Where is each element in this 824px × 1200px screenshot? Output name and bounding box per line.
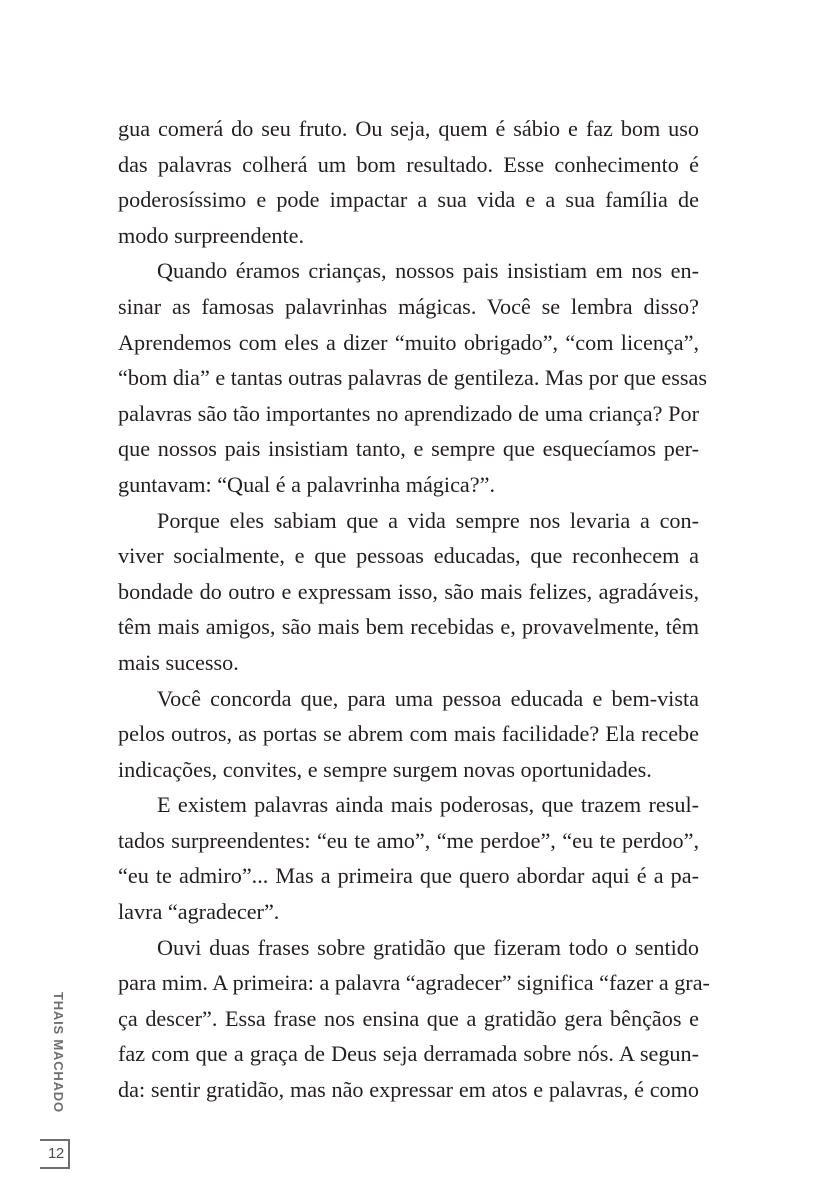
text-line: tados surpreendentes: “eu te amo”, “me perdoe”, “eu te perdoo”, — [118, 827, 699, 853]
paragraph — [118, 681, 699, 788]
text-line: para mim. A primeira: a palavra “agradecer” significa “fazer a gra- — [118, 970, 710, 996]
text-line: Ouvi duas frases sobre gratidão que fizeram todo o sentido — [157, 934, 699, 960]
text-line: sinar as famosas palavrinhas mágicas. Você se lembra disso? — [118, 293, 699, 319]
text-line: pelos outros, as portas se abrem com mais facilidade? Ela recebe — [118, 721, 699, 747]
text-line: Quando éramos crianças, nossos pais insistiam em nos en- — [157, 258, 699, 284]
paragraph — [118, 111, 699, 253]
text-line: viver socialmente, e que pessoas educadas, que reconhecem a — [118, 543, 699, 569]
text-line: “bom dia” e tantas outras palavras de gentileza. Mas por que essas — [118, 365, 707, 391]
text-line: Aprendemos com eles a dizer “muito obrigado”, “com licença”, — [118, 329, 699, 355]
running-head-author: THAIS MACHADO — [51, 992, 66, 1113]
text-line: E existem palavras ainda mais poderosas, que trazem resul- — [157, 792, 699, 818]
text-line: lavra “agradecer”. — [118, 899, 280, 925]
text-line: guntavam: “Qual é a palavrinha mágica?”. — [118, 471, 496, 497]
text-line: poderosíssimo e pode impactar a sua vida e a sua família de — [118, 187, 699, 213]
paragraph — [118, 930, 710, 1108]
text-line: ça descer”. Essa frase nos ensina que a gratidão gera bênçãos e — [118, 1005, 699, 1031]
text-line: Porque eles sabiam que a vida sempre nos levaria a con- — [157, 507, 699, 533]
paragraph — [118, 253, 707, 502]
text-line: têm mais amigos, são mais bem recebidas e, provavelmente, têm — [118, 614, 699, 640]
text-line: bondade do outro e expressam isso, são mais felizes, agradáveis, — [118, 578, 699, 604]
paragraph — [118, 787, 699, 929]
text-line: Você concorda que, para uma pessoa educada e bem-vista — [157, 685, 699, 711]
text-line: das palavras colherá um bom resultado. Esse conhecimento é — [118, 151, 699, 177]
body-text — [118, 111, 710, 1108]
paragraph — [118, 503, 699, 681]
text-line: faz com que a graça de Deus seja derramada sobre nós. A segun- — [118, 1041, 699, 1067]
page-number: 12 — [48, 1145, 64, 1162]
text-line: que nossos pais insistiam tanto, e sempre que esquecíamos per- — [118, 436, 699, 462]
text-line: gua comerá do seu fruto. Ou seja, quem é sábio e faz bom uso — [118, 116, 699, 141]
text-line: modo surpreendente. — [118, 222, 305, 248]
text-line: palavras são tão importantes no aprendizado de uma criança? Por — [118, 400, 699, 426]
text-line: indicações, convites, e sempre surgem novas oportunidades. — [118, 756, 652, 782]
text-line: “eu te admiro”... Mas a primeira que quero abordar aqui é a pa- — [118, 863, 699, 889]
text-line: mais sucesso. — [118, 649, 239, 675]
text-line: da: sentir gratidão, mas não expressar em atos e palavras, é como — [118, 1077, 699, 1103]
